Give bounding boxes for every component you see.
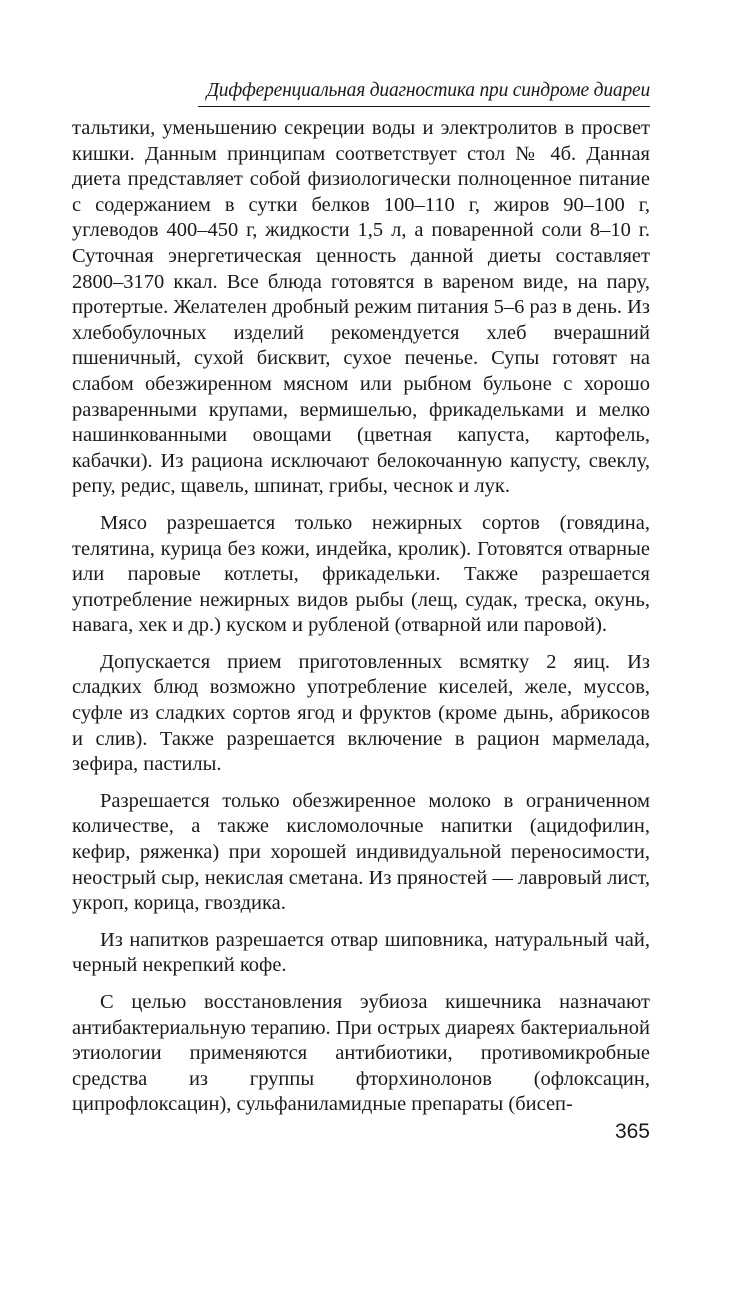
running-head: Дифференциальная диагностика при синдроме диареи	[206, 80, 650, 101]
page-number: 365	[614, 1120, 650, 1143]
body-text	[72, 116, 650, 1118]
paragraph-dairy-spices: Разрешается только обезжиренное молоко в ограниченном количестве, а также кисломолочные напитки (ацидофилин, кефир, ряженка) при хорошей индивидуальной переносимости, неострый сыр, некислая сметана. Из пряностей — лавровый лист, укроп, корица, гвоздика.	[72, 789, 650, 915]
paragraph-drinks: Из напитков разрешается отвар шиповника, натуральный чай, черный некрепкий кофе.	[72, 928, 650, 977]
paragraph-meat-fish: Мясо разрешается только нежирных сортов (говядина, телятина, курица без кожи, индейка, кролик). Готовятся отварные или паровые котлеты, фрикадельки. Также разрешается употребление нежирных видов рыбы (лещ, судак, треска, окунь, навага, хек и др.) куском и рубленой (отварной или паровой).	[72, 511, 650, 637]
paragraph-diet-continued: тальтики, уменьшению секреции воды и электролитов в просвет кишки. Данным принципам соответствует стол № 4б. Данная диета представляет собой физиологически полноценное питание с содержанием в сутки белков 100–110 г, жиров 90–100 г, углеводов 400–450 г, жидкости 1,5 л, а поваренной соли 8–10 г. Суточная энергетическая ценность данной диеты составляет 2800–3170 ккал. Все блюда готовятся в вареном виде, на пару, протертые. Желателен дробный режим питания 5–6 раз в день. Из хлебобулочных изделий рекомендуется хлеб вчерашний пшеничный, сухой бисквит, сухое печенье. Супы готовят на слабом обезжиренном мясном или рыбном бульоне с хорошо разваренными крупами, вермишелью, фрикадельками и мелко нашинкованными овощами (цветная капуста, картофель, кабачки). Из рациона исключают белокочанную капусту, свеклу, репу, редис, щавель, шпинат, грибы, чеснок и лук.	[72, 117, 650, 498]
paragraph-eggs-sweets: Допускается прием приготовленных всмятку 2 яиц. Из сладких блюд возможно употребление киселей, желе, муссов, суфле из сладких сортов ягод и фруктов (кроме дынь, абрикосов и слив). Также разрешается включение в рацион мармелада, зефира, пастилы.	[72, 650, 650, 776]
header-rule	[198, 106, 650, 107]
paragraph-antibacterial-therapy: С целью восстановления эубиоза кишечника назначают антибактериальную терапию. При острых диареях бактериальной этиологии применяются антибиотики, противомикробные средства из группы фторхинолонов (офлоксацин, ципрофлоксацин), сульфаниламидные препараты (бисеп-	[72, 991, 650, 1116]
